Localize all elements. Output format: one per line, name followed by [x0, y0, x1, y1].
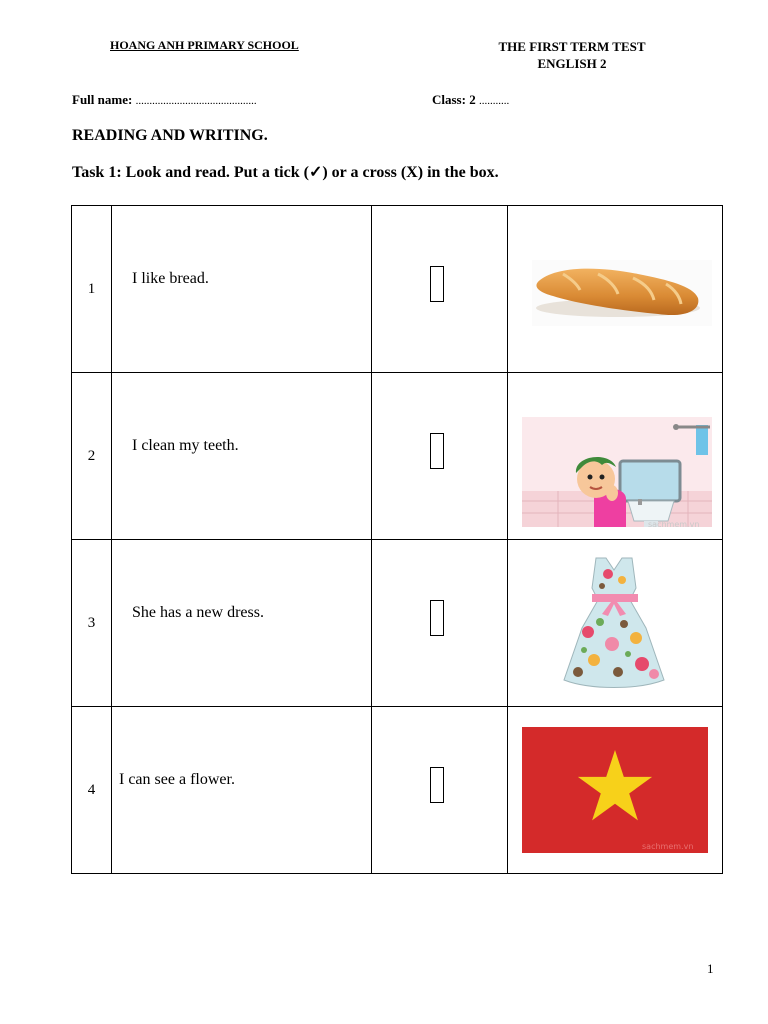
full-name-label: Full name: — [72, 92, 133, 107]
table-row — [72, 707, 723, 874]
school-name: HOANG ANH PRIMARY SCHOOL — [110, 38, 299, 52]
page-number: 1 — [707, 961, 714, 976]
answer-box[interactable] — [430, 600, 444, 636]
test-title-line1: THE FIRST TERM TEST — [498, 39, 646, 54]
table-row — [72, 540, 723, 707]
row-number: 2 — [72, 373, 112, 540]
sentence-cell — [112, 540, 372, 707]
class-value: 2 — [469, 92, 476, 107]
table-row — [72, 373, 723, 540]
dress-icon — [518, 548, 712, 698]
answer-box[interactable] — [430, 266, 444, 302]
class-field[interactable] — [432, 92, 509, 108]
full-name-dots: ............................................ — [135, 95, 257, 107]
class-dots: ........... — [478, 95, 510, 107]
picture-cell — [508, 707, 723, 874]
answer-box[interactable] — [430, 767, 444, 803]
answer-cell — [372, 540, 508, 707]
class-label: Class: — [432, 92, 466, 107]
answer-box[interactable] — [430, 433, 444, 469]
picture-cell — [508, 373, 723, 540]
row-number: 1 — [72, 206, 112, 373]
test-title — [472, 38, 672, 72]
picture-cell — [508, 540, 723, 707]
row-number: 4 — [72, 707, 112, 874]
bread-icon — [518, 214, 712, 364]
answer-cell — [372, 373, 508, 540]
vietnam-flag-icon — [518, 715, 712, 865]
picture-cell — [508, 206, 723, 373]
answer-cell — [372, 206, 508, 373]
answer-cell — [372, 707, 508, 874]
sentence-text: She has a new dress. — [132, 604, 264, 621]
watermark: sachmem.vn — [642, 842, 694, 851]
task-instruction: Task 1: Look and read. Put a tick (✓) or a cross (X) in the box. — [72, 164, 499, 181]
sentence-text: I like bread. — [132, 270, 209, 287]
sentence-cell — [112, 373, 372, 540]
table-row — [72, 206, 723, 373]
sentence-cell — [112, 206, 372, 373]
sentence-cell — [112, 707, 372, 874]
watermark: sachmem.vn — [648, 520, 700, 529]
full-name-field[interactable] — [72, 92, 257, 108]
sentence-text: I clean my teeth. — [132, 437, 239, 454]
row-number: 3 — [72, 540, 112, 707]
boy-washing-icon — [518, 381, 712, 531]
test-title-line2: ENGLISH 2 — [537, 56, 607, 71]
exercise-table — [71, 205, 723, 874]
section-title: READING AND WRITING. — [72, 127, 268, 144]
sentence-text: I can see a flower. — [119, 771, 235, 788]
